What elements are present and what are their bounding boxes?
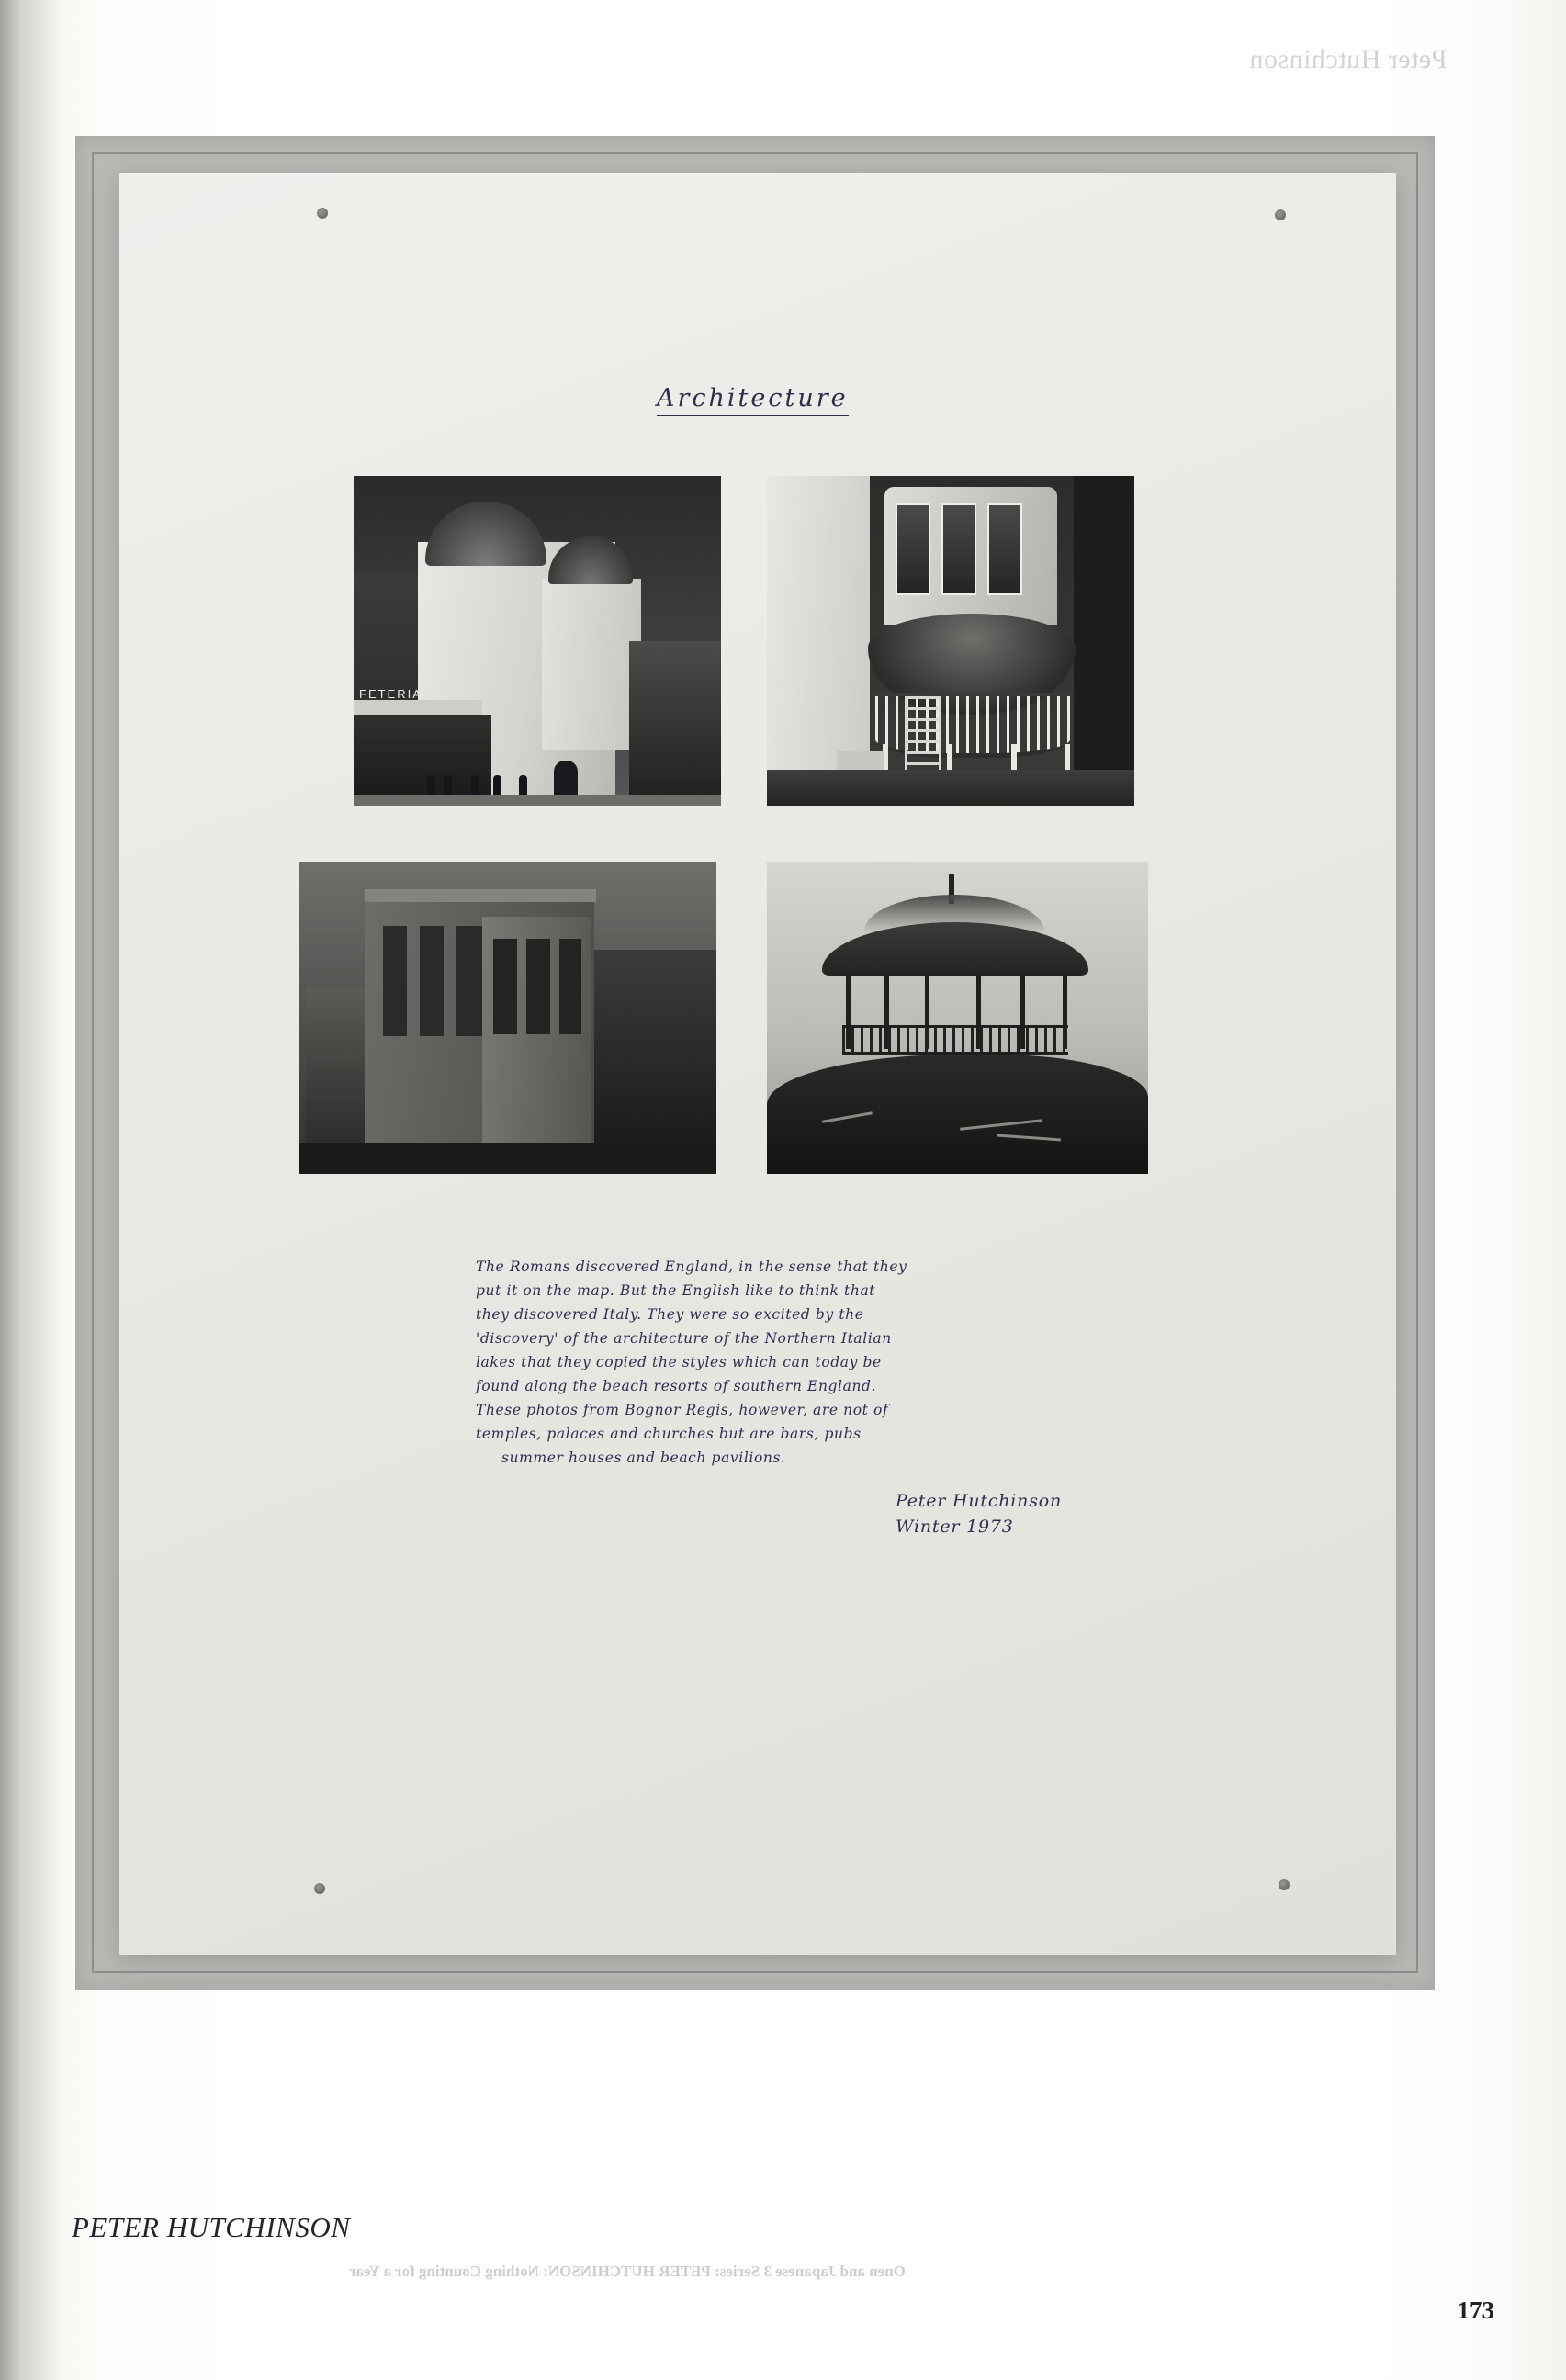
pin-icon (1275, 209, 1286, 220)
statement-line: they discovered Italy. They were so excited by the (476, 1306, 864, 1323)
page-number: 173 (1457, 2296, 1494, 2324)
statement-line: These photos from Bognor Regis, however, are not of (476, 1402, 889, 1418)
photo-grid (299, 476, 1226, 1185)
statement-line: put it on the map. But the English like to think that (476, 1282, 876, 1299)
photo-domed-seafront-building (354, 476, 721, 806)
bleed-through-caption: Onen and Japanese 3 Series: PETER HUTCHINSON: Nothing Counting for a Year (349, 2262, 906, 2280)
pin-icon (317, 208, 328, 219)
photo-bandstand-pavilion (767, 862, 1148, 1174)
photo-onion-dome-tower-balcony (767, 476, 1134, 806)
statement-line: The Romans discovered England, in the sense that they (476, 1258, 907, 1275)
artist-signature (896, 1488, 1062, 1540)
pin-icon (1279, 1879, 1290, 1890)
artwork-sheet (119, 173, 1396, 1955)
handwritten-statement (476, 1255, 1008, 1470)
photo-bay-window-corner-pub (299, 862, 716, 1174)
statement-line: summer houses and beach pavilions. (501, 1449, 786, 1466)
shop-sign-text: FETERIA (359, 687, 422, 701)
statement-line: 'discovery' of the architecture of the Northern Italian (476, 1330, 892, 1347)
bleed-through-header: Peter Hutchinson (1248, 44, 1447, 74)
pin-icon (314, 1883, 325, 1894)
statement-line: found along the beach resorts of southern England. (476, 1378, 877, 1394)
statement-line: lakes that they copied the styles which can today be (476, 1354, 882, 1370)
artwork-plate (75, 136, 1435, 1990)
signature-date: Winter 1973 (896, 1517, 1014, 1537)
book-gutter-shadow (0, 0, 64, 2380)
statement-line: temples, palaces and churches but are bars, pubs (476, 1426, 862, 1442)
artist-name-caption: PETER HUTCHINSON (72, 2211, 351, 2243)
artwork-title: Architecture (657, 384, 849, 416)
signature-name: Peter Hutchinson (896, 1491, 1063, 1511)
